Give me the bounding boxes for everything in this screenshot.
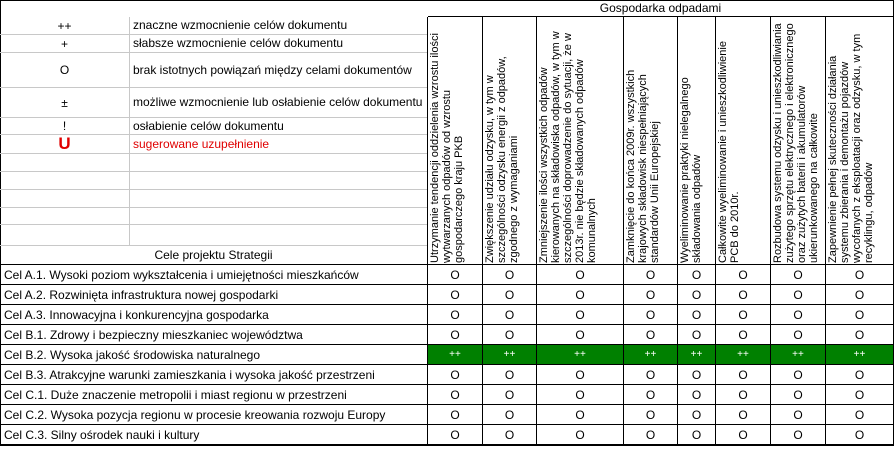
- row-label: Cel C.2. Wysoka pozycja regionu w procesie kreowania rozwoju Europy: [0, 405, 428, 425]
- column-header: [678, 17, 716, 265]
- column-header-text: Zapewnienie pełnej skuteczności działania systemu zbierania i demontażu pojazdów wycofanych z eksploatacji oraz odzysku, w tym recyklingu, odpadów: [827, 33, 875, 263]
- matrix-cell: O: [826, 325, 894, 345]
- matrix-cell: O: [537, 385, 624, 405]
- matrix-cell: O: [771, 325, 826, 345]
- matrix-cell: O: [716, 285, 771, 305]
- column-header-text: Rozbudowa systemu odzysku i unieszkodliwiania zużytego sprzętu elektrycznego i elektronicznego oraz zużytych baterii i akumulatorów ukierunkowanego na całkowite: [772, 23, 820, 263]
- matrix-cell: O: [678, 325, 716, 345]
- matrix-cell: O: [826, 305, 894, 325]
- matrix-cell: ++: [428, 345, 483, 365]
- matrix-cell: O: [826, 285, 894, 305]
- column-header-text: Utrzymanie tendencji oddzielenia wzrostu ilości wytwarzanych odpadów od wzrostu gospodarczego kraju PKB: [429, 33, 465, 263]
- column-header: [428, 17, 483, 265]
- matrix-cell: O: [624, 365, 678, 385]
- matrix-cell: O: [826, 385, 894, 405]
- column-header: [826, 17, 894, 265]
- matrix-cell: O: [716, 385, 771, 405]
- matrix-cell: ++: [678, 345, 716, 365]
- matrix-cell: O: [537, 425, 624, 445]
- row-label: Cel C.1. Duże znaczenie metropolii i miast regionu w przestrzeni: [0, 385, 428, 405]
- matrix-cell: O: [771, 305, 826, 325]
- legend-symbol: O: [0, 53, 130, 88]
- matrix-cell: O: [771, 285, 826, 305]
- matrix-cell: O: [771, 365, 826, 385]
- legend-text: brak istotnych powiązań między celami dokumentów: [130, 53, 428, 88]
- matrix-cell: O: [624, 425, 678, 445]
- matrix-cell: O: [537, 285, 624, 305]
- legend-symbol: +: [0, 35, 130, 53]
- matrix-cell: O: [716, 425, 771, 445]
- row-label: Cel B.1. Zdrowy i bezpieczny mieszkaniec województwa: [0, 325, 428, 345]
- column-header-text: Zamknięcie do końca 2009r. wszystkich krajowych składowisk niespełniających standardów Unii Europejskiej: [625, 69, 661, 263]
- matrix-cell: O: [678, 285, 716, 305]
- legend-symbol: ++: [0, 17, 130, 35]
- matrix-cell: O: [483, 385, 537, 405]
- column-header: [537, 17, 624, 265]
- matrix-cell: O: [771, 405, 826, 425]
- column-header-text: Wyeliminowanie praktyki nielegalnego składowania odpadów: [679, 77, 703, 263]
- matrix-cell: O: [624, 285, 678, 305]
- matrix-cell: O: [624, 385, 678, 405]
- matrix-cell: O: [826, 265, 894, 285]
- column-header: [716, 17, 771, 265]
- legend-text: słabsze wzmocnienie celów dokumentu: [130, 35, 428, 53]
- matrix-cell: O: [826, 425, 894, 445]
- matrix-cell: O: [678, 425, 716, 445]
- matrix-cell: O: [624, 405, 678, 425]
- legend-symbol: U: [0, 135, 130, 154]
- matrix-cell: ++: [537, 345, 624, 365]
- matrix-cell: O: [428, 265, 483, 285]
- matrix-cell: O: [771, 385, 826, 405]
- row-label: Cel B.3. Atrakcyjne warunki zamieszkania i wysoka jakość przestrzeni: [0, 365, 428, 385]
- row-label: Cel A.2. Rozwinięta infrastruktura nowej gospodarki: [0, 285, 428, 305]
- legend-text: możliwe wzmocnienie lub osłabienie celów dokumentu: [130, 88, 428, 118]
- matrix-cell: O: [483, 405, 537, 425]
- matrix-cell: O: [716, 265, 771, 285]
- matrix-cell: O: [537, 265, 624, 285]
- matrix-cell: O: [716, 365, 771, 385]
- matrix-cell: ++: [826, 345, 894, 365]
- matrix-cell: O: [483, 265, 537, 285]
- column-header: [771, 17, 826, 265]
- matrix-cell: O: [826, 365, 894, 385]
- matrix-cell: O: [678, 305, 716, 325]
- matrix-cell: O: [771, 425, 826, 445]
- row-label: Cel A.1. Wysoki poziom wykształcenia i umiejętności mieszkańców: [0, 265, 428, 285]
- matrix-cell: O: [537, 405, 624, 425]
- matrix-cell: O: [537, 305, 624, 325]
- row-label: Cel B.2. Wysoka jakość środowiska naturalnego: [0, 345, 428, 365]
- matrix-cell: ++: [716, 345, 771, 365]
- matrix-cell: O: [624, 265, 678, 285]
- matrix-cell: O: [826, 405, 894, 425]
- matrix-cell: O: [428, 365, 483, 385]
- matrix-cell: O: [678, 405, 716, 425]
- matrix-cell: O: [624, 325, 678, 345]
- matrix-cell: O: [428, 405, 483, 425]
- row-label: Cel C.3. Silny ośrodek nauki i kultury: [0, 425, 428, 445]
- matrix-cell: O: [537, 325, 624, 345]
- column-header: [483, 17, 537, 265]
- matrix-cell: O: [428, 305, 483, 325]
- group-title: Gospodarka odpadami: [428, 0, 894, 17]
- matrix-cell: ++: [624, 345, 678, 365]
- matrix-cell: O: [537, 365, 624, 385]
- column-header-text: Zmniejszenie ilości wszystkich odpadów kierowanych na składowiska odpadów, w tym w szczególności doprowadzenie do sytuacji, że w 2013r. nie będzie składowanych odpadów komunalnych: [538, 31, 598, 263]
- legend-symbol: ±: [0, 88, 130, 118]
- column-header-text: Zwiększenie udziału odzysku, w tym w szczególności odzysku energii z odpadów, zgodnego z wymaganiami: [484, 56, 520, 263]
- matrix-cell: O: [483, 425, 537, 445]
- matrix-cell: O: [428, 385, 483, 405]
- matrix-cell: ++: [771, 345, 826, 365]
- matrix-cell: O: [771, 265, 826, 285]
- matrix-cell: O: [483, 305, 537, 325]
- matrix-cell: O: [428, 285, 483, 305]
- matrix-cell: O: [483, 365, 537, 385]
- legend-text: znaczne wzmocnienie celów dokumentu: [130, 17, 428, 35]
- matrix-cell: O: [716, 405, 771, 425]
- matrix-cell: O: [716, 305, 771, 325]
- row-label: Cel A.3. Innowacyjna i konkurencyjna gospodarka: [0, 305, 428, 325]
- legend-text: osłabienie celów dokumentu: [130, 118, 428, 135]
- matrix-cell: O: [678, 365, 716, 385]
- matrix-cell: O: [428, 325, 483, 345]
- legend-text: sugerowane uzupełnienie: [130, 135, 428, 154]
- row-header: Cele projektu Strategii: [0, 246, 428, 265]
- matrix-cell: O: [678, 385, 716, 405]
- matrix-cell: O: [678, 265, 716, 285]
- matrix-cell: O: [716, 325, 771, 345]
- legend-symbol: !: [0, 118, 130, 135]
- legend-divider: [0, 17, 428, 265]
- matrix-cell: O: [624, 305, 678, 325]
- matrix-cell: O: [428, 425, 483, 445]
- matrix-cell: O: [483, 285, 537, 305]
- column-header: [624, 17, 678, 265]
- matrix-cell: O: [483, 325, 537, 345]
- matrix-cell: ++: [483, 345, 537, 365]
- column-header-text: Całkowite wyeliminowanie i unieszkodliwienie PCB do 2010r.: [717, 41, 741, 263]
